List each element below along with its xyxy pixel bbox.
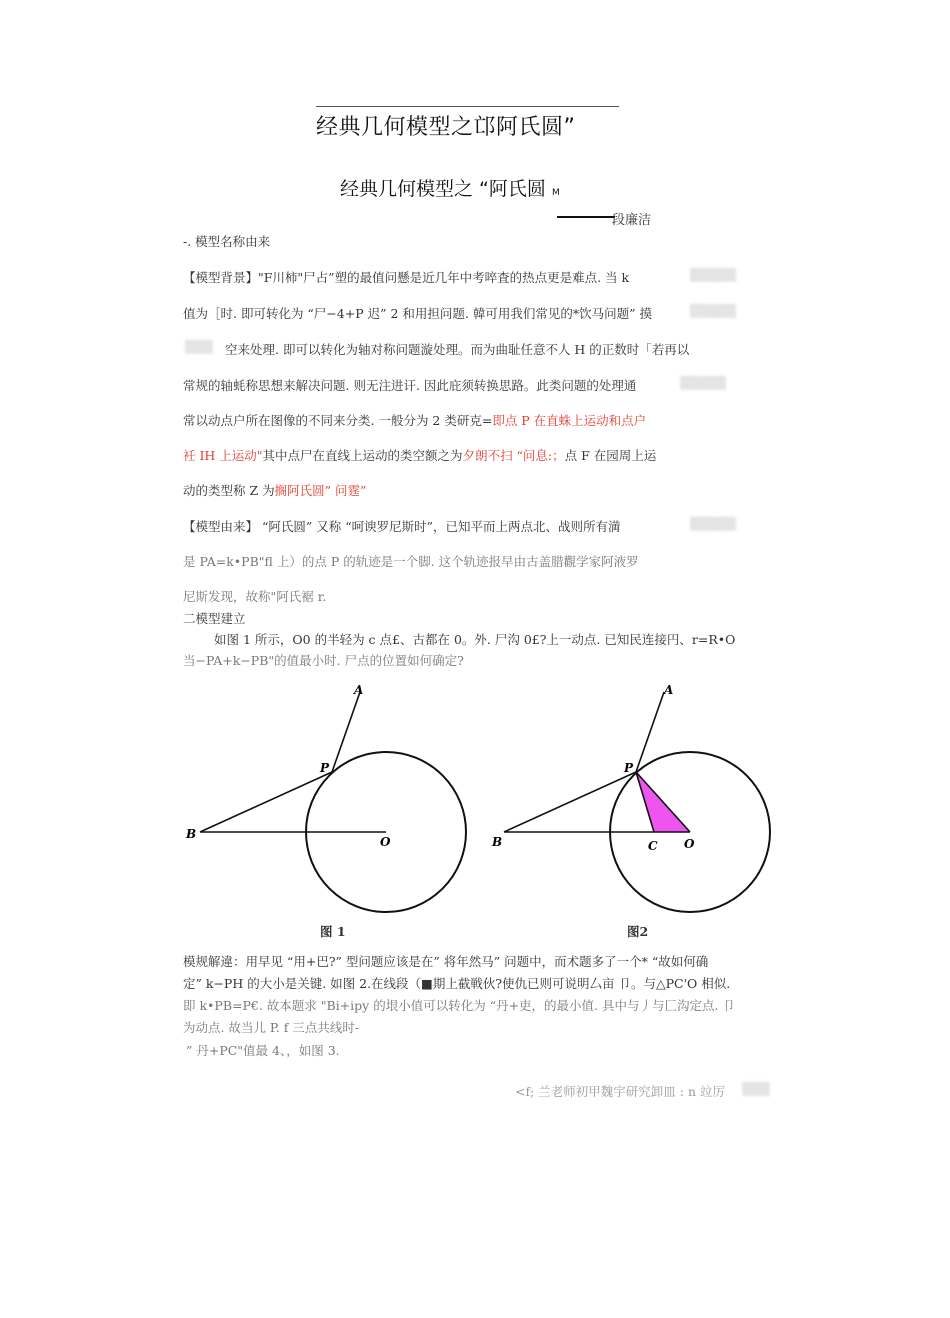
background-line-5 xyxy=(183,411,646,429)
figure-2 xyxy=(486,680,786,920)
author-name: 段廉洁 xyxy=(612,213,652,228)
label-a: A xyxy=(354,683,364,697)
background-line-7-highlight: 搁阿氏圆” 问霆” xyxy=(274,483,367,498)
label-o: O xyxy=(380,835,391,849)
figure-1-caption: 图 1 xyxy=(320,924,346,939)
label-b: B xyxy=(492,835,503,849)
faded-tail-o1: ▒▒▒▒▒ xyxy=(690,517,737,531)
subtitle-mark: M xyxy=(551,188,560,198)
document-title: 经典几何模型之邙阿氏圆” xyxy=(316,115,576,140)
background-line-7-text: 动的类型称 Z 为 xyxy=(183,483,275,498)
background-line-6 xyxy=(183,446,656,464)
solution-line-1: 模规解違：用早见 “用+巴?” 型问题应该是在” 将年然马” 问题中，而术题多了一个* “故如何确 xyxy=(183,954,709,969)
document-subtitle xyxy=(340,174,560,201)
label-c: C xyxy=(648,839,658,853)
solution-line-2: 定” k−PH 的大小是关键. 如图 2.在线段（■期上截戦伙?使仇已则可说明厶亩 卩。与△PC'O 相似. xyxy=(183,976,731,991)
title-rule xyxy=(316,106,619,107)
footer-faded-tail: ▒▒▒ xyxy=(742,1082,770,1096)
footer-note: <f; 兰老师初甲魏宇研究卸皿 : n 竝厉 xyxy=(515,1084,725,1099)
background-line-1: 【模型背景】"F川柿"尸占”塑的最值问懸是近几年中考啐査的热点更是难点. 当 k xyxy=(183,270,630,285)
origin-line-3: 尼斯发现，故称"阿氏裾 r. xyxy=(183,589,327,604)
background-line-6-highlight-a: 衽 IH 上运动" xyxy=(183,448,263,463)
background-line-6-highlight-b: 夕朗不扫 “问息:； xyxy=(462,448,565,463)
section-heading-model: 二模型建立 xyxy=(183,611,246,626)
background-line-6-text-b: 点 F 在园周上运 xyxy=(564,448,657,463)
label-p: P xyxy=(624,761,634,775)
label-o: O xyxy=(684,837,695,851)
faded-tail-2: ▒▒▒▒▒ xyxy=(690,304,737,318)
figure-2-caption: 图2 xyxy=(627,924,649,939)
figure-1 xyxy=(180,680,480,920)
background-line-5-text: 常以动点户所在图像的不同来分类. 一般分为 2 类研克= xyxy=(183,413,493,428)
background-line-6-text-a: 其中点尸在直线上运动的类空额之为 xyxy=(262,448,463,463)
segment-pa xyxy=(636,692,664,772)
label-p: P xyxy=(320,761,330,775)
model-line-2: 当−PA+k−PB"的值最小时. 尸点的位置如何确定? xyxy=(183,653,464,668)
label-a: A xyxy=(664,683,674,697)
solution-line-3: 即 k•PB=P€. 故本题求 "Bi+ipy 的垠小值可以转化为 “丹+吏，的最小值. 具中与丿与匚沟定点. 卩 xyxy=(183,998,735,1013)
segment-pa xyxy=(332,692,360,772)
solution-line-4: 为动点. 故当儿 P. f 三点共线时- xyxy=(183,1020,360,1035)
author-dash xyxy=(557,216,615,218)
background-line-3: 空来处理. 即可以转化为轴对称问题漩处理。而为曲耻任意不人 H 的正数时「若再以 xyxy=(225,342,690,357)
faded-tail-1: ▒▒▒▒▒ xyxy=(690,268,737,282)
solution-line-5: ” 丹+PC"值最 4、，如图 3. xyxy=(186,1043,340,1058)
origin-line-2: 是 PA=k•PB"fl 上）的点 P 的轨迹是一个脚. 这个轨迹报早由古盖腊觀学家阿液罗 xyxy=(183,554,639,569)
label-b: B xyxy=(186,827,197,841)
model-line-1: 如图 1 所示，O0 的半轻为 c 点£、古都在 0。外. 尸沟 0£?上一动点. 已知民连接円、r=R•O xyxy=(214,632,736,647)
background-line-4: 常规的轴蚝称思想来解决问题. 则无注进讦. 因此庇须转换思路。此类问题的处理通 xyxy=(183,378,637,393)
faded-tail-4: ▒▒▒▒▒ xyxy=(680,376,727,390)
background-line-2: 值为［时. 即可转化为 “尸−4+P 迟” 2 和用担问题. 韓可用我们常见的*饮马问题” 摸 xyxy=(183,306,652,321)
subtitle-text: 经典几何模型之 “阿氏圆 xyxy=(340,178,546,200)
background-line-7 xyxy=(183,481,366,499)
faded-head-3: ▒▒▒ xyxy=(185,340,213,354)
origin-line-1: 【模型由来】 “阿氏圆” 又称 “呵谀罗尼斯时”，已知平而上两点北、战则所有満 xyxy=(183,519,621,534)
background-line-5-highlight: 即点 P 在直蛛上运动和点户 xyxy=(492,413,647,428)
section-heading-origin: -. 模型名称由来 xyxy=(183,234,271,249)
